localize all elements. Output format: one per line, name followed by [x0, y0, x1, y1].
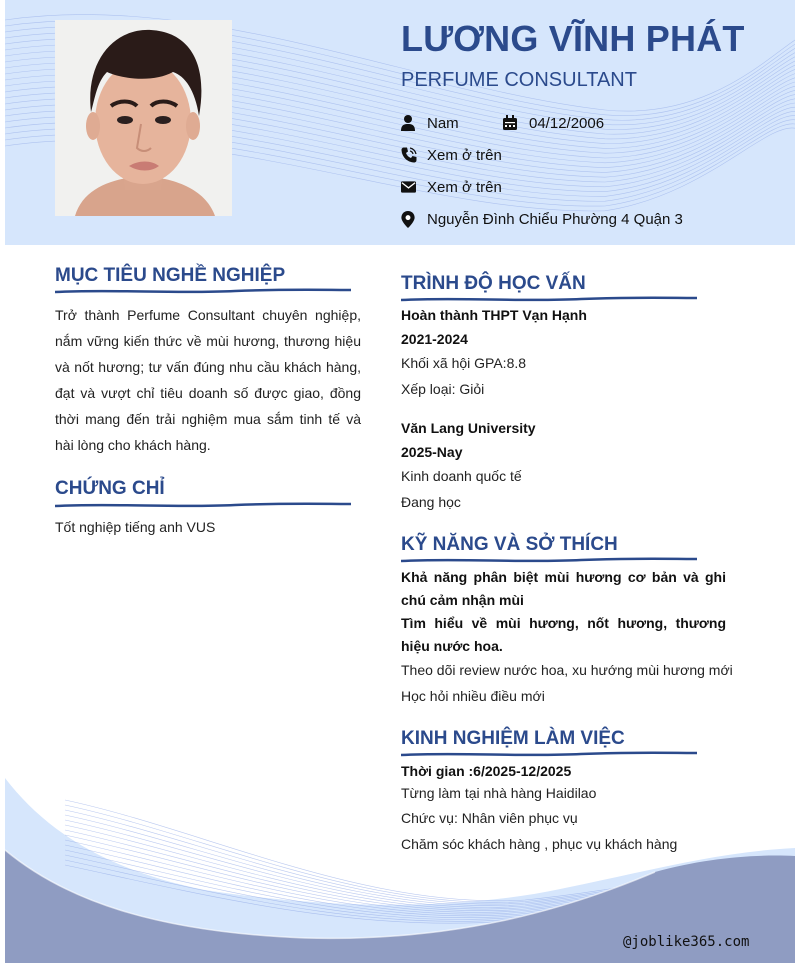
- birthday-value: 04/12/2006: [529, 114, 605, 132]
- location-icon: [401, 211, 415, 228]
- education-detail: Khối xã hội GPA:8.8: [401, 355, 527, 371]
- footer-wave-background: [5, 760, 795, 963]
- gender-row: [401, 112, 459, 134]
- certificate-item: Tốt nghiệp tiếng anh VUS: [55, 519, 216, 535]
- education-detail: Xếp loại: Giỏi: [401, 381, 485, 397]
- phone-icon: [401, 147, 417, 163]
- address-value: Nguyễn Đình Chiểu Phường 4 Quận 3: [427, 210, 683, 228]
- email-icon: [401, 181, 416, 193]
- education-underline: [401, 296, 697, 302]
- education-title: TRÌNH ĐỘ HỌC VẤN: [401, 273, 586, 294]
- watermark: @joblike365.com: [623, 934, 750, 950]
- experience-underline: [401, 751, 697, 757]
- candidate-role: PERFUME CONSULTANT: [401, 69, 637, 91]
- user-icon: [401, 115, 415, 131]
- objective-title: MỤC TIÊU NGHỀ NGHIỆP: [55, 265, 286, 286]
- calendar-icon: [503, 115, 517, 131]
- experience-place: Từng làm tại nhà hàng Haidilao: [401, 785, 597, 801]
- certificates-title: CHỨNG CHỈ: [55, 478, 165, 499]
- experience-title: KINH NGHIỆM LÀM VIỆC: [401, 728, 625, 749]
- education-detail: Đang học: [401, 494, 461, 510]
- experience-period: Thời gian :6/2025-12/2025: [401, 763, 572, 779]
- skills-title: KỸ NĂNG VÀ SỞ THÍCH: [401, 534, 618, 555]
- phone-value: Xem ở trên: [427, 146, 502, 164]
- hobby-item: Theo dõi review nước hoa, xu hướng mùi hương mới: [401, 662, 733, 678]
- education-detail: Kinh doanh quốc tế: [401, 468, 522, 484]
- objective-text: Trở thành Perfume Consultant chuyên nghiệp, nắm vững kiến thức về mùi hương, thương hiệu và nốt hương; tư vấn đúng nhu cầu khách hàng, đạt và vượt chỉ tiêu doanh số được giao, đồng thời mang đến trải nghiệm mua sắm tinh tế và hài lòng cho khách hàng.: [55, 307, 361, 453]
- education-period: 2025-Nay: [401, 444, 463, 460]
- certificates-underline: [55, 502, 351, 508]
- address-row: [401, 208, 683, 230]
- skill-item: Khả năng phân biệt mùi hương cơ bản và ghi chú cảm nhận mùi: [401, 569, 726, 608]
- experience-duty: Chăm sóc khách hàng , phục vụ khách hàng: [401, 836, 678, 852]
- candidate-name: LƯƠNG VĨNH PHÁT: [401, 18, 745, 59]
- skills-underline: [401, 557, 697, 563]
- phone-row: [401, 144, 502, 166]
- cv-page: [5, 0, 795, 963]
- hobby-item: Học hỏi nhiều điều mới: [401, 688, 545, 704]
- birthday-row: [503, 112, 604, 134]
- email-value: Xem ở trên: [427, 178, 502, 196]
- experience-position: Chức vụ: Nhân viên phục vụ: [401, 810, 578, 826]
- gender-value: Nam: [427, 114, 459, 132]
- skill-item: Tìm hiểu về mùi hương, nốt hương, thương hiệu nước hoa.: [401, 615, 726, 654]
- email-row: [401, 176, 502, 198]
- education-school: Hoàn thành THPT Vạn Hạnh: [401, 307, 587, 323]
- profile-photo: [55, 20, 232, 216]
- education-school: Văn Lang University: [401, 420, 536, 436]
- education-period: 2021-2024: [401, 331, 468, 347]
- objective-underline: [55, 288, 351, 294]
